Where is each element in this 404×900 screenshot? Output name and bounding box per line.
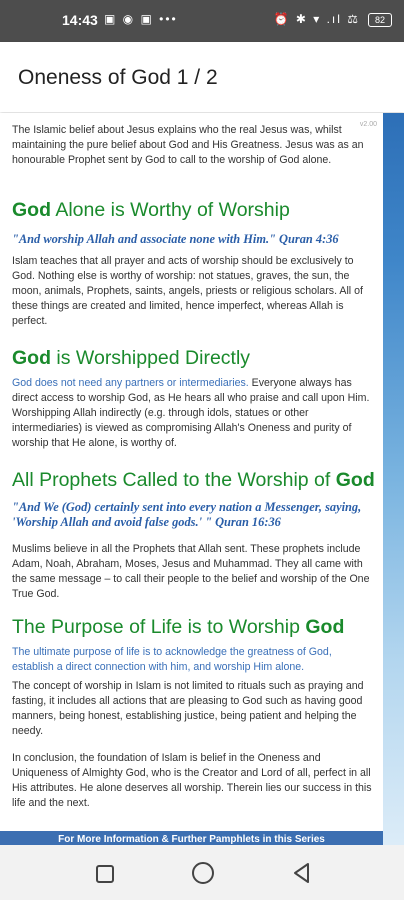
paragraph-concept-of-worship: The concept of worship in Islam is not limited to rituals such as praying and fasting, it includes all actions that are pleasing to God such as having good manners, being honest, establishing justice, being patient and helping the needy. bbox=[12, 680, 364, 737]
app-bar bbox=[0, 42, 404, 112]
heading-purpose-of-life: The Purpose of Life is to Worship God bbox=[12, 616, 345, 638]
page-edge-background bbox=[383, 113, 404, 845]
home-circle-icon[interactable] bbox=[192, 862, 214, 884]
quote-quran-4-36: "And worship Allah and associate none with Him." Quran 4:36 bbox=[12, 232, 339, 246]
notification-icons: ▣ ◉ ▣ ••• bbox=[104, 12, 178, 26]
heading-worthy-of-worship: God Alone is Worthy of Worship bbox=[12, 199, 290, 221]
back-triangle-icon[interactable] bbox=[292, 862, 312, 884]
quote-quran-16-36: "And We (God) certainly sent into every nation a Messenger, saying, 'Worship Allah and avoid false gods.' " Quran 16:36 bbox=[12, 500, 362, 529]
intro-paragraph: The Islamic belief about Jesus explains who the real Jesus was, whilst maintaining the pure belief about God and His Greatness. Jesus was as an honourable Prophet sent by God to call to the worship of God alone. bbox=[12, 124, 364, 166]
paragraph-worshipped-directly: God does not need any partners or intermediaries. Everyone always has direct access to worship God, as He hears all who praise and call upon Him. Worshipping Allah indirectly (e.g. through idols, statues or other intermediaries) is viewed as compromising Allah's Oneness and purity of worship that He alone, is worthy of. bbox=[12, 377, 370, 449]
paragraph-purpose-highlight: The ultimate purpose of life is to acknowledge the greatness of God, establish a direct connection with him, and worship Him alone. bbox=[12, 646, 332, 673]
clock-time: 14:43 bbox=[62, 12, 98, 28]
pamphlet-page bbox=[0, 113, 383, 845]
system-nav-bar bbox=[0, 845, 404, 900]
footer-banner: For More Information & Further Pamphlets in this Series bbox=[0, 831, 383, 845]
recents-square-icon[interactable] bbox=[96, 865, 114, 883]
paragraph-all-prophets: Muslims believe in all the Prophets that Allah sent. These prophets include Adam, Noah, Abraham, Moses, Jesus and Muhammad. They all came with the same message – to call their people to the belief and worship of the One True God. bbox=[12, 543, 370, 600]
page-title: Oneness of God 1 / 2 bbox=[18, 66, 218, 89]
version-label: v2.00 bbox=[359, 121, 377, 128]
paragraph-conclusion: In conclusion, the foundation of Islam is belief in the Oneness and Uniqueness of Almighty God, who is the Creator and Lord of all, perfect in all His attributes. He alone deserves all worship. Therein lies our success in this life and the next. bbox=[12, 752, 372, 809]
heading-all-prophets: All Prophets Called to the Worship of God bbox=[12, 469, 375, 491]
battery-icon: 82 bbox=[368, 13, 392, 27]
status-bar bbox=[0, 0, 404, 42]
system-status-icons: ⏰ ✱ ▾ .ıl ⚖ bbox=[273, 12, 360, 26]
pamphlet-viewer[interactable] bbox=[0, 113, 404, 845]
paragraph-worthy-of-worship: Islam teaches that all prayer and acts of worship should be exclusively to God. Nothing else is worthy of worship: not statues, graves, the sun, the moon, animals, Prophets, saints, angels, priests or religious scholars. All of these things are created and limited, hence imperfect, whereas Allah is perfect. bbox=[12, 255, 363, 327]
heading-worshipped-directly: God is Worshipped Directly bbox=[12, 347, 251, 369]
